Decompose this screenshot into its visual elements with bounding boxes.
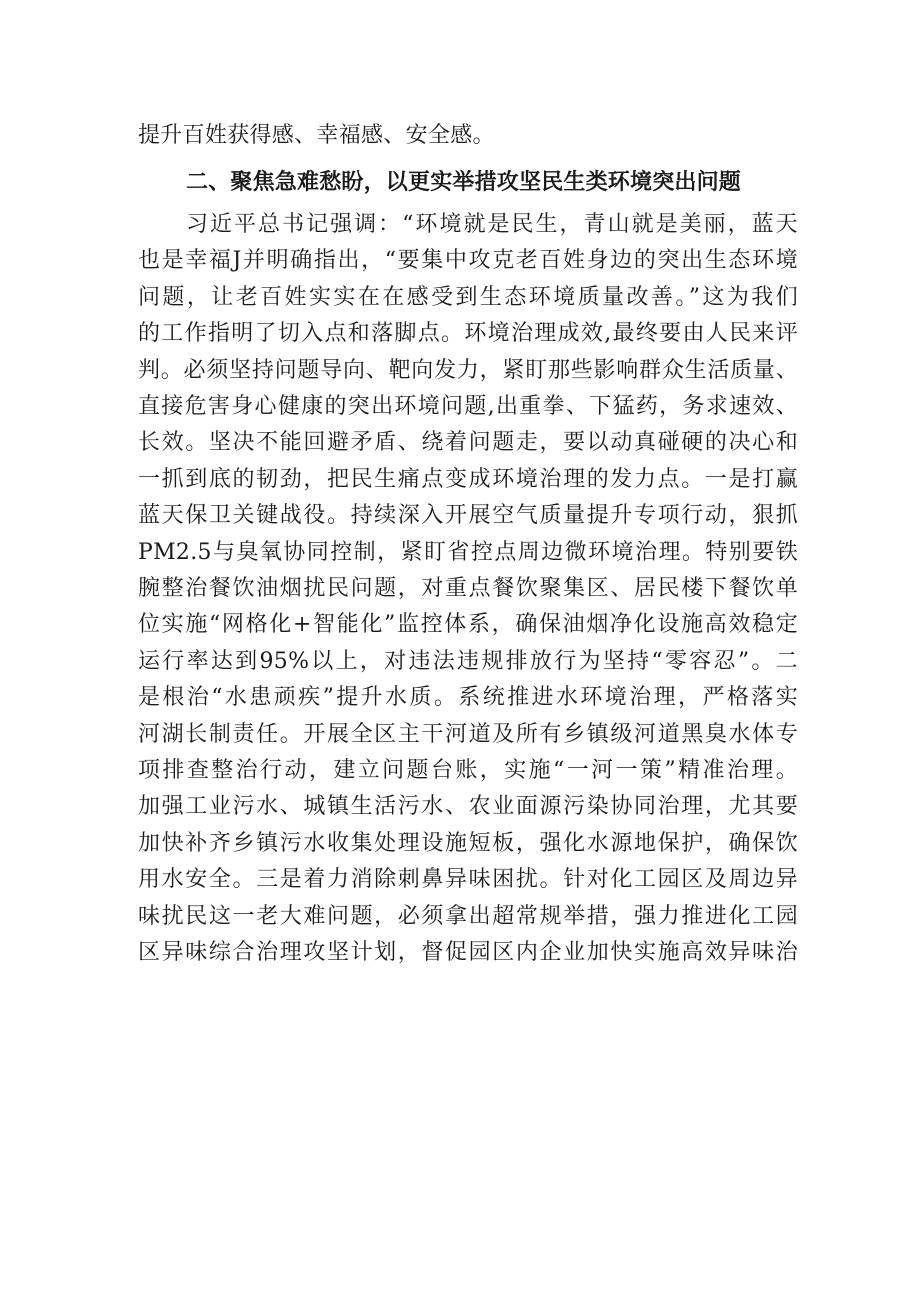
paragraph-line: 问题，让老百姓实实在在感受到生态环境质量改善。”这为我们 [138, 284, 798, 310]
paragraph-line: PM2.5与臭氧协同控制，紧盯省控点周边微环境治理。特别要铁 [138, 539, 798, 565]
paragraph-line: 习近平总书记强调：“环境就是民生，青山就是美丽，蓝天 [186, 212, 798, 237]
section-heading: 二、聚焦急难愁盼，以更实举措攻坚民生类环境突出问题 [186, 170, 742, 195]
paragraph-line: 位实施“网格化+智能化”监控体系，确保油烟净化设施高效稳定 [138, 612, 798, 638]
paragraph-line: 项排查整治行动，建立问题台账，实施“一河一策”精准治理。 [138, 758, 798, 783]
paragraph-line: 一抓到底的韧劲，把民生痛点变成环境治理的发力点。一是打赢 [138, 466, 798, 492]
paragraph-line: 河湖长制责任。开展全区主干河道及所有乡镇级河道黑臭水体专 [138, 721, 798, 747]
paragraph-line: 长效。坚决不能回避矛盾、绕着问题走，要以动真碰硬的决心和 [138, 430, 798, 456]
paragraph-line: 直接危害身心健康的突出环境问题,出重拳、下猛药，务求速效、 [138, 394, 798, 419]
paragraph-line: 加快补齐乡镇污水收集处理设施短板，强化水源地保护，确保饮 [138, 830, 798, 856]
paragraph-line: 加强工业污水、城镇生活污水、农业面源污染协同治理，尤其要 [138, 794, 798, 820]
paragraph-line: 区异味综合治理攻坚计划，督促园区内企业加快实施高效异味治 [138, 940, 798, 965]
paragraph-line: 用水安全。三是着力消除刺鼻异味困扰。针对化工园区及周边异 [138, 867, 798, 893]
paragraph-line: 是根治“水患顽疾”提升水质。系统推进水环境治理，严格落实 [138, 685, 798, 711]
paragraph-line: 腕整治餐饮油烟扰民问题，对重点餐饮聚集区、居民楼下餐饮单 [138, 576, 798, 601]
intro-line: 提升百姓获得感、幸福感、安全感。 [138, 123, 495, 148]
paragraph-line: 也是幸福J并明确指出，“要集中攻克老百姓身边的突出生态环境 [138, 248, 798, 274]
paragraph-line: 味扰民这一老大难问题，必须拿出超常规举措，强力推进化工园 [138, 903, 798, 929]
paragraph-line: 判。必须坚持问题导向、靶向发力，紧盯那些影响群众生活质量、 [138, 357, 798, 383]
paragraph-line: 运行率达到95%以上，对违法违规排放行为坚持“零容忍”。二 [138, 648, 798, 674]
paragraph-line: 蓝天保卫关键战役。持续深入开展空气质量提升专项行动，狠抓 [138, 503, 798, 529]
paragraph-line: 的工作指明了切入点和落脚点。环境治理成效,最终要由人民来评 [138, 321, 798, 347]
